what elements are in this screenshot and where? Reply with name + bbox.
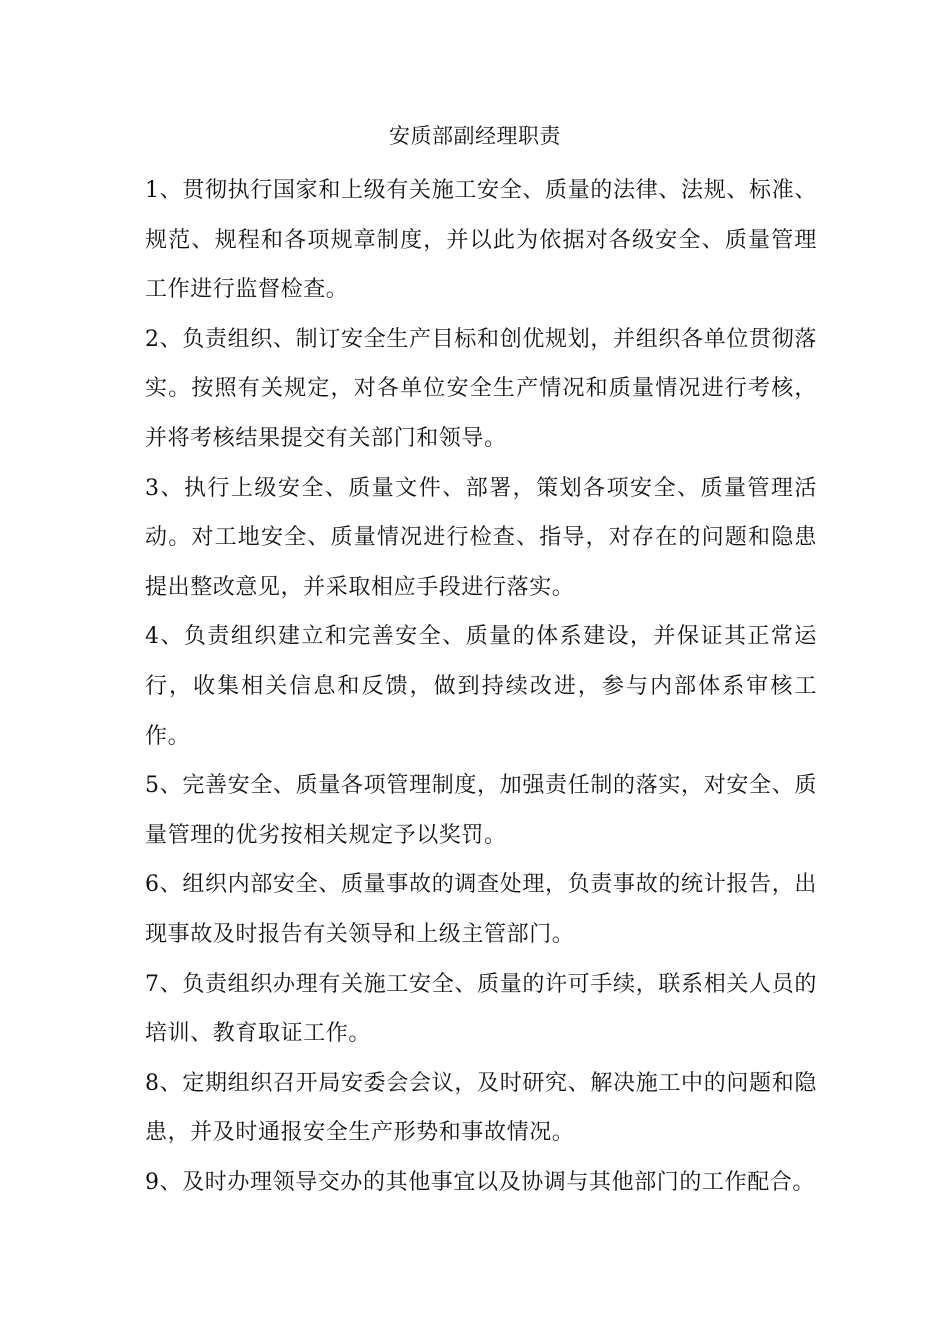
clause-9: 9、及时办理领导交办的其他事宜以及协调与其他部门的工作配合。: [145, 1169, 815, 1195]
document-body: [145, 166, 817, 1207]
clause-5: 5、完善安全、质量各项管理制度，加强责任制的落实，对安全、质量管理的优劣按相关规定予以奖罚。: [145, 773, 817, 848]
clause-3: 3、执行上级安全、质量文件、部署，策划各项安全、质量管理活动。对工地安全、质量情况进行检查、指导，对存在的问题和隐患提出整改意见，并采取相应手段进行落实。: [145, 475, 817, 600]
clause-7: 7、负责组织办理有关施工安全、质量的许可手续，联系相关人员的培训、教育取证工作。: [145, 971, 817, 1047]
clause-6: 6、组织内部安全、质量事故的调查处理，负责事故的统计报告，出现事故及时报告有关领导和上级主管部门。: [145, 872, 817, 947]
clause-1: 1、贯彻执行国家和上级有关施工安全、质量的法律、法规、标准、规范、规程和各项规章制度，并以此为依据对各级安全、质量管理工作进行监督检查。: [145, 178, 817, 303]
clause-4: 4、负责组织建立和完善安全、质量的体系建设，并保证其正常运行，收集相关信息和反馈，做到持续改进，参与内部体系审核工作。: [145, 624, 817, 749]
document-title: 安质部副经理职责: [389, 124, 561, 148]
clause-2: 2、负责组织、制订安全生产目标和创优规划，并组织各单位贯彻落实。按照有关规定，对各单位安全生产情况和质量情况进行考核，并将考核结果提交有关部门和领导。: [145, 326, 817, 451]
clause-8: 8、定期组织召开局安委会会议，及时研究、解决施工中的问题和隐患，并及时通报安全生产形势和事故情况。: [145, 1070, 817, 1146]
